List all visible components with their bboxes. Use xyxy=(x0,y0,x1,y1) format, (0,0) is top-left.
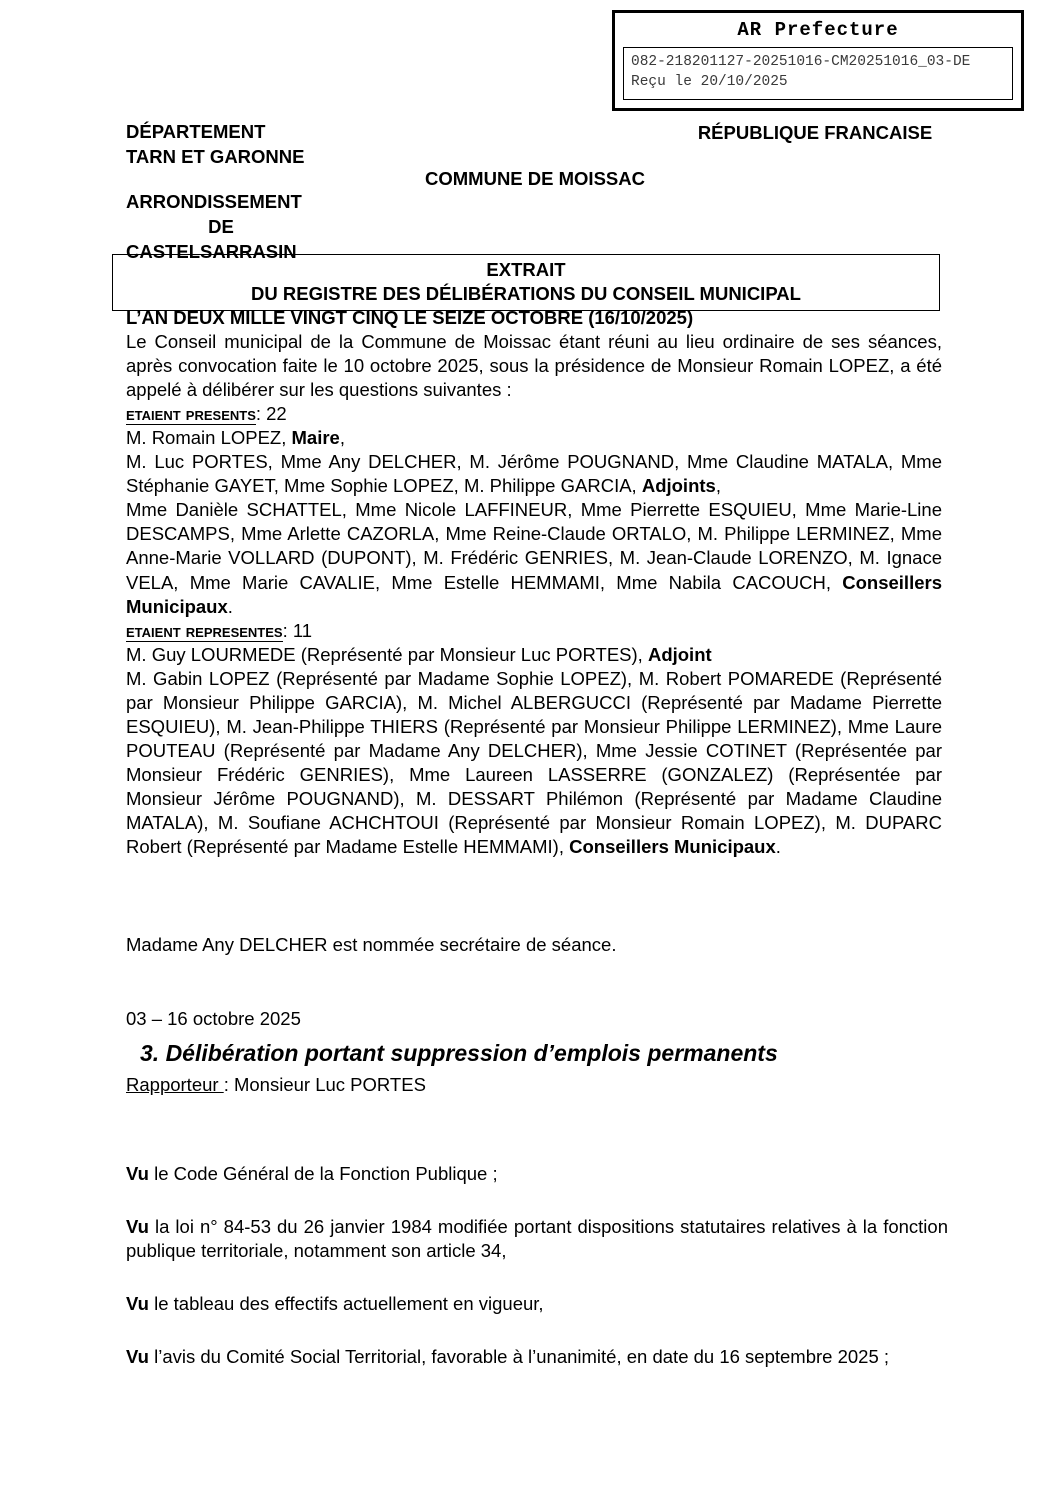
represented-count: : 11 xyxy=(282,619,313,641)
header-left-block xyxy=(126,120,426,265)
present-conseillers-line xyxy=(126,498,942,618)
department-name: TARN ET GARONNE xyxy=(126,145,305,167)
represented-conseillers-role: Conseillers Municipaux xyxy=(569,836,776,858)
present-conseillers-names: Mme Danièle SCHATTEL, Mme Nicole LAFFINEUR, Mme Pierrette ESQUIEU, Mme Marie-Line DESCAMPS, Mme Arlette CAZORLA, Mme Reine-Claude ORTALO, M. Philippe LERMINEZ, Mme Anne-Marie VOLLARD (DUPONT), M. Frédéric GENRIES, M. Jean-Claude LORENZO, M. Ignace VELA, Mme Marie CAVALIE, Mme Estelle HEMMAMI, Mme Nabila CACOUCH, xyxy=(126,499,942,593)
vu-prefix: Vu xyxy=(126,1293,149,1315)
vu-prefix: Vu xyxy=(126,1163,149,1184)
ar-stamp-received-date: Reçu le 20/10/2025 xyxy=(631,73,788,90)
session-body xyxy=(126,306,942,957)
rapporteur-label: Rapporteur xyxy=(126,1074,224,1095)
vu-text: le tableau des effectifs actuellement en vigueur, xyxy=(148,1293,544,1315)
deliberation-date: 03 – 16 octobre 2025 xyxy=(126,1008,301,1029)
arrondissement-name: CASTELSARRASIN xyxy=(126,240,297,262)
deliberation-title: 3. Délibération portant suppression d’emplois permanents xyxy=(140,1040,778,1066)
session-date-heading xyxy=(126,306,942,330)
vu-prefix: Vu xyxy=(126,1216,149,1238)
present-conseillers-role: Conseillers Municipaux xyxy=(126,571,942,617)
present-adjoints-line xyxy=(126,450,942,498)
arrondissement-label: ARRONDISSEMENT xyxy=(126,190,302,212)
represented-conseillers-tail: . xyxy=(775,836,781,858)
ar-stamp-reference: 082-218201127-20251016-CM20251016_03-DE xyxy=(631,54,971,70)
ar-stamp-title: AR Prefecture xyxy=(737,19,899,41)
extrait-subtitle: DU REGISTRE DES DÉLIBÉRATIONS DU CONSEIL MUNICIPAL xyxy=(251,283,801,305)
ar-prefecture-stamp xyxy=(612,10,1024,111)
present-count: : 22 xyxy=(255,403,287,425)
extrait-box xyxy=(112,254,940,311)
secretary-note: Madame Any DELCHER est nommée secrétaire de séance. xyxy=(126,934,617,956)
rapporteur-value: : Monsieur Luc PORTES xyxy=(223,1074,426,1095)
vu-text: le Code Général de la Fonction Publique ; xyxy=(148,1163,498,1184)
present-adjoints-role: Adjoints xyxy=(641,475,716,497)
vu-text: l’avis du Comité Social Territorial, favorable à l’unanimité, en date du 16 septembre 2025 ; xyxy=(148,1346,890,1368)
represented-conseillers-names: M. Gabin LOPEZ (Représenté par Madame Sophie LOPEZ), M. Robert POMAREDE (Représenté par Monsieur Philippe GARCIA), M. Michel ALBERGUCCI (Représenté par Madame Pierrette ESQUIEU), M. Jean-Philippe THIERS (Représenté par Monsieur Philippe LERMINEZ), Mme Laure POUTEAU (Représenté par Madame Any DELCHER), Mme Jessie COTINET (Représentée par Monsieur Frédéric GENRIES), Mme Laureen LASSERRE (GONZALEZ) (Représentée par Monsieur Jérôme POUGNAND), M. DESSART Philémon (Représenté par Madame Claudine MATALA), M. Soufiane ACHCHTOUI (Représenté par Monsieur Romain LOPEZ), M. DUPARC Robert (Représenté par Madame Estelle HEMMAMI), xyxy=(126,667,942,858)
extrait-title: EXTRAIT xyxy=(486,259,566,280)
present-maire-tail: , xyxy=(339,427,345,449)
present-maire-line xyxy=(126,426,942,450)
republic-label: RÉPUBLIQUE FRANCAISE xyxy=(697,122,933,143)
vu-text: la loi n° 84-53 du 26 janvier 1984 modifiée portant dispositions statutaires relatives à la fonction publique territoriale, notamment son article 34, xyxy=(126,1216,948,1262)
rapporteur-line xyxy=(126,1074,426,1096)
present-heading xyxy=(126,402,942,426)
vu-clause xyxy=(126,1162,948,1186)
body-spacer xyxy=(126,859,942,933)
present-label: etaient presents xyxy=(126,403,256,425)
represented-conseillers-line xyxy=(126,667,942,859)
session-date-heading-text: L’AN DEUX MILLE VINGT CINQ LE SEIZE OCTOBRE (16/10/2025) xyxy=(126,307,694,328)
present-adjoints-tail: , xyxy=(715,475,721,497)
present-conseillers-tail: . xyxy=(227,595,233,617)
represented-label: etaient representes xyxy=(126,619,283,641)
represented-heading xyxy=(126,619,942,643)
present-maire-role: Maire xyxy=(291,427,340,449)
represented-adjoint-role: Adjoint xyxy=(647,643,712,665)
represented-adjoint-name: M. Guy LOURMEDE (Représenté par Monsieur Luc PORTES), xyxy=(126,643,648,665)
present-maire-name: M. Romain LOPEZ, xyxy=(126,427,292,449)
vu-clauses xyxy=(126,1162,948,1369)
vu-prefix: Vu xyxy=(126,1346,149,1368)
commune-label: COMMUNE DE MOISSAC xyxy=(425,168,645,189)
session-intro: Le Conseil municipal de la Commune de Moissac étant réuni au lieu ordinaire de ses séances, après convocation faite le 10 octobre 2025, sous la présidence de Monsieur Romain LOPEZ, a été appelé à délibérer sur les questions suivantes : xyxy=(126,331,942,401)
ar-stamp-details xyxy=(623,47,1013,100)
vu-clause xyxy=(126,1292,948,1316)
represented-adjoint-line xyxy=(126,643,942,667)
department-label: DÉPARTEMENT xyxy=(126,121,266,142)
arrondissement-de: DE xyxy=(208,215,234,237)
present-adjoints-names: M. Luc PORTES, Mme Any DELCHER, M. Jérôme POUGNAND, Mme Claudine MATALA, Mme Stéphanie GAYET, Mme Sophie LOPEZ, M. Philippe GARCIA, xyxy=(126,451,942,497)
vu-clause xyxy=(126,1215,948,1263)
vu-clause xyxy=(126,1345,948,1369)
